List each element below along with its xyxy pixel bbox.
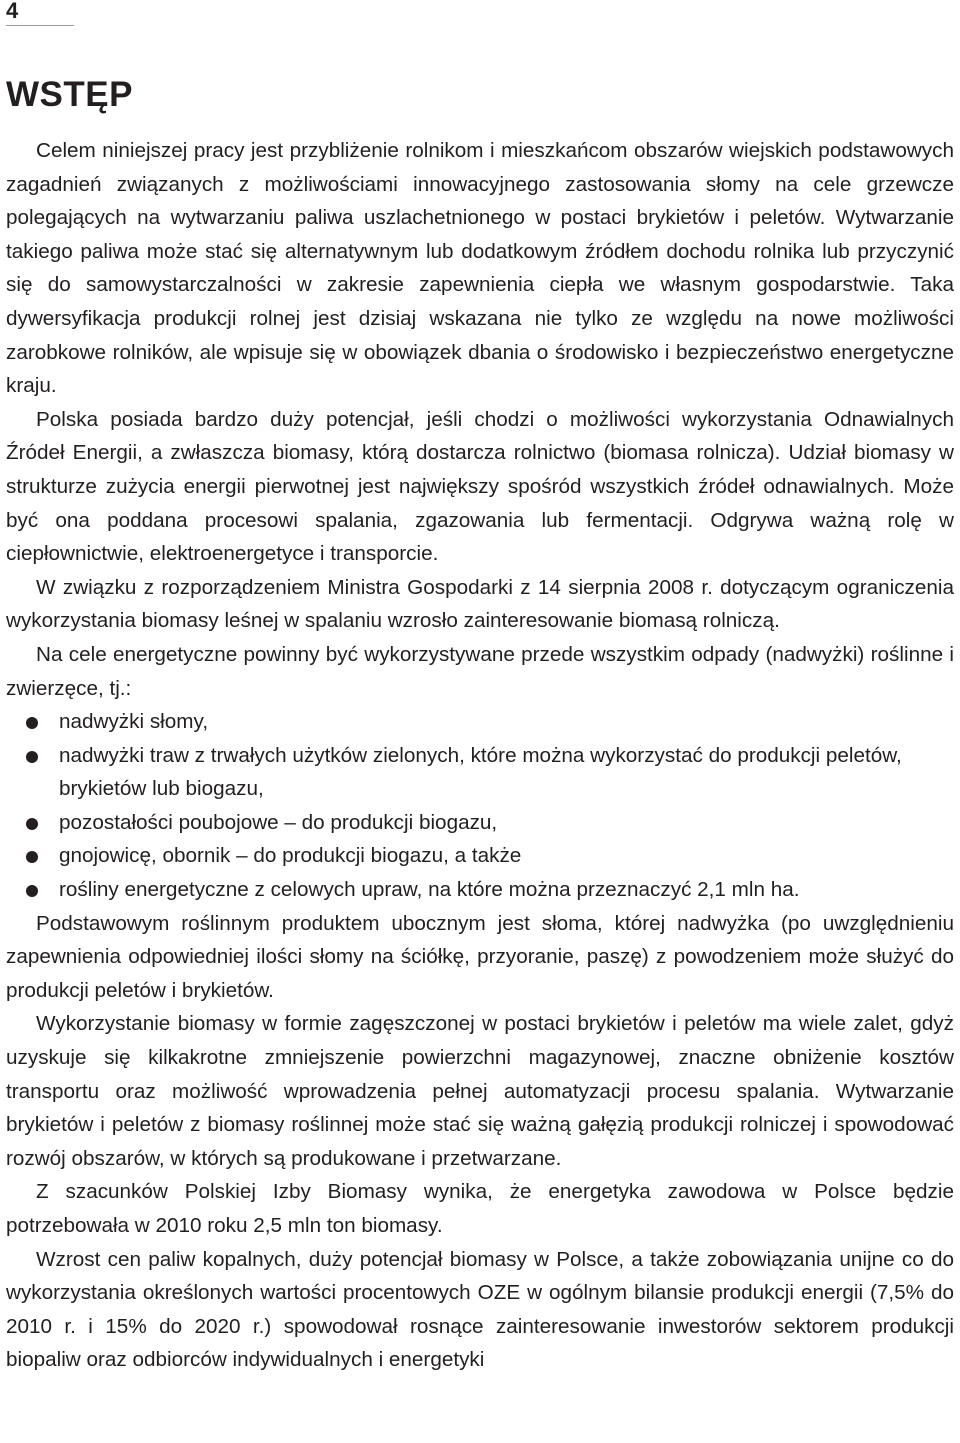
page-number: 4 (6, 0, 19, 23)
bullet-icon (26, 751, 38, 763)
list-item-text: gnojowicę, obornik – do produkcji biogazu, a także (59, 844, 522, 868)
list-item (6, 839, 954, 873)
paragraph-intro: Celem niniejszej pracy jest przybliżenie rolnikom i mieszkańcom obszarów wiejskich podstawowych zagadnień związanych z możliwościami innowacyjnego zastosowania słomy na cele grzewcze polegających na wytwarzaniu paliwa uszlachetnionego w postaci brykietów i peletów. Wytwarzanie takiego paliwa może stać się alternatywnym lub dodatkowym źródłem dochodu rolnika lub przyczynić się do samowystarczalności w zakresie zapewnienia ciepła we własnym gospodarstwie. Taka dywersyfikacja produkcji rolnej jest dzisiaj wskazana nie tylko ze względu na nowe możliwości zarobkowe rolników, ale wpisuje się w obowiązek dbania o środowisko i bezpieczeństwo energetyczne kraju. (6, 139, 954, 398)
list-item-text: rośliny energetyczne z celowych upraw, na które można przeznaczyć 2,1 mln ha. (59, 878, 800, 902)
list-item (6, 705, 954, 739)
bullet-icon (26, 851, 38, 863)
list-item (6, 806, 954, 840)
paragraph-straw: Podstawowym roślinnym produktem ubocznym jest słoma, której nadwyżka (po uwzględnieniu zapewnienia odpowiedniej ilości słomy na ściółkę, przyoranie, paszę) z powodzeniem może służyć do produkcji peletów i brykietów. (6, 911, 954, 1002)
list-item (6, 873, 954, 907)
section-title: WSTĘP (6, 75, 133, 114)
page-number-header (6, 0, 74, 26)
paragraph-potential: Polska posiada bardzo duży potencjał, jeśli chodzi o możliwości wykorzystania Odnawialnych Źródeł Energii, a zwłaszcza biomasy, którą dostarcza rolnictwo (biomasa rolnicza). Udział biomasy w strukturze zużycia energii pierwotnej jest największy spośród wszystkich źródeł odnawialnych. Może być ona poddana procesowi spalania, zgazowania lub fermentacji. Odgrywa ważną rolę w ciepłownictwie, elektroenergetyce i transporcie. (6, 407, 954, 566)
bullet-icon (26, 885, 38, 897)
document-body (6, 134, 954, 1377)
waste-list (6, 705, 954, 907)
list-item (6, 739, 954, 806)
bullet-icon (26, 818, 38, 830)
bullet-icon (26, 717, 38, 729)
list-item-text: nadwyżki traw z trwałych użytków zielonych, które można wykorzystać do produkcji peletów, brykietów lub biogazu, (59, 743, 902, 801)
paragraph-regulation: W związku z rozporządzeniem Ministra Gospodarki z 14 sierpnia 2008 r. dotyczącym ograniczenia wykorzystania biomasy leśnej w spalaniu wzrosło zainteresowanie biomasą rolniczą. (6, 575, 954, 633)
list-item-text: pozostałości poubojowe – do produkcji biogazu, (59, 810, 498, 834)
paragraph-advantages: Wykorzystanie biomasy w formie zagęszczonej w postaci brykietów i peletów ma wiele zalet, gdyż uzyskuje się kilkakrotne zmniejszenie powierzchni magazynowej, znaczne obniżenie kosztów transportu oraz możliwość wprowadzenia pełnej automatyzacji procesu spalania. Wytwarzanie brykietów i peletów z biomasy roślinnej może stać się ważną gałęzią produkcji rolniczej i spowodować rozwój obszarów, w których są produkowane i przetwarzane. (6, 1012, 954, 1170)
paragraph-fuel-prices: Wzrost cen paliw kopalnych, duży potencjał biomasy w Polsce, a także zobowiązania unijne co do wykorzystania określonych wartości procentowych OZE w ogólnym bilansie produkcji energii (7,5% do 2010 r. i 15% do 2020 r.) spowodował rosnące zainteresowanie inwestorów sektorem produkcji biopaliw oraz odbiorców indywidualnych i energetyki (6, 1247, 954, 1372)
paragraph-estimates: Z szacunków Polskiej Izby Biomasy wynika, że energetyka zawodowa w Polsce będzie potrzebowała w 2010 roku 2,5 mln ton biomasy. (6, 1180, 954, 1237)
list-item-text: nadwyżki słomy, (59, 710, 209, 734)
paragraph-waste-intro: Na cele energetyczne powinny być wykorzystywane przede wszystkim odpady (nadwyżki) roślinne i zwierzęce, tj.: (6, 642, 954, 700)
